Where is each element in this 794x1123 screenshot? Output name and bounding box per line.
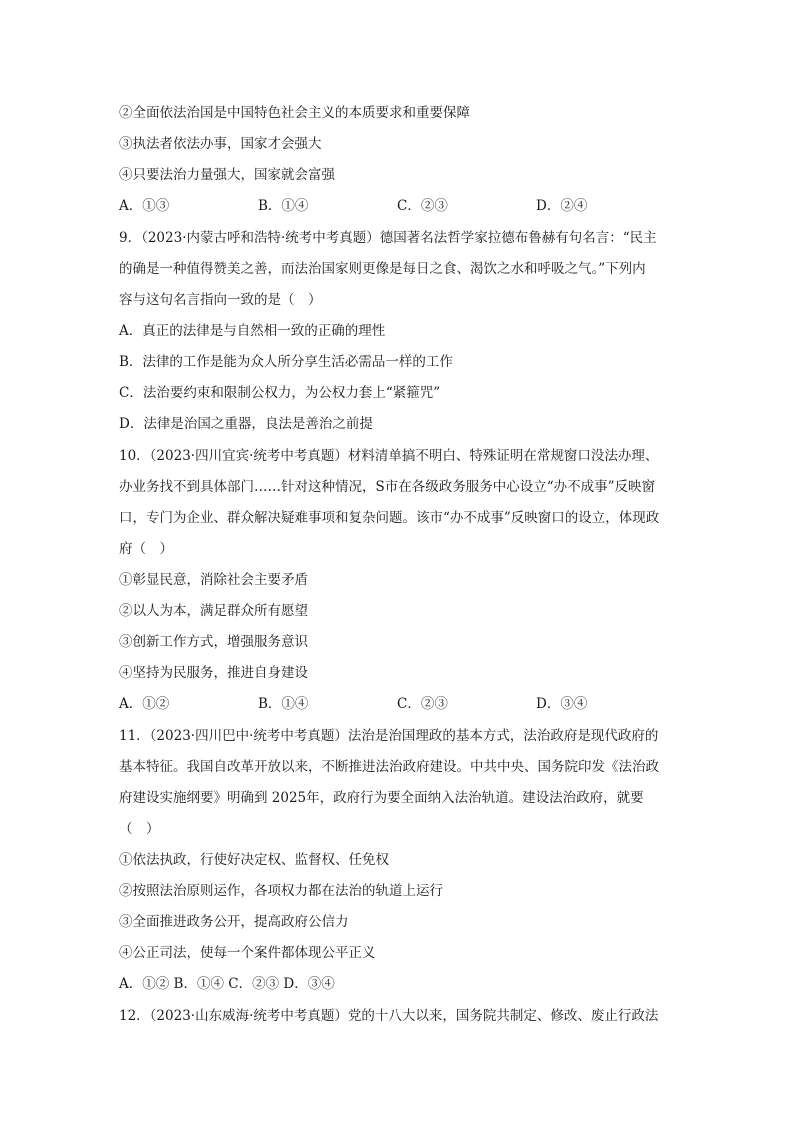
- q9-stem-line-2: 的确是一种值得赞美之善，而法治国家则更像是每日之食、渴饮之水和呼吸之气。”下列内: [119, 261, 646, 277]
- q11-statement-4: ④公正司法，使每一个案件都体现公平正义: [119, 945, 376, 961]
- q11-stem-line-2: 基本特征。我国自改革开放以来，不断推进法治政府建设。中共中央、国务院印发《法治政: [119, 759, 659, 775]
- q10-statement-4: ④坚持为民服务，推进自身建设: [119, 665, 308, 681]
- q8-option-d: D．②④: [536, 198, 588, 214]
- q11-statement-3: ③全面推进政务公开，提高政府公信力: [119, 914, 349, 930]
- q8-statement-2: ②全面依法治国是中国特色社会主义的本质要求和重要保障: [119, 105, 470, 121]
- q10-stem-line-2: 办业务找不到具体部门……针对这种情况，S市在各级政务服务中心设立“办不成事”反映窗: [119, 479, 656, 495]
- q10-option-b: B．①④: [258, 696, 309, 712]
- q10-stem-line-1: 10．（2023·四川宜宾·统考中考真题）材料清单搞不明白、特殊证明在常规窗口没法办理、: [119, 448, 659, 464]
- q10-option-a: A．①②: [119, 696, 170, 712]
- q11-statement-1: ①依法执政，行使好决定权、监督权、任免权: [119, 852, 389, 868]
- q8-option-b: B．①④: [258, 198, 309, 214]
- q11-options: A．①② B．①④ C．②③ D．③④: [119, 976, 335, 992]
- q10-stem-line-3: 口，专门为企业、群众解决疑难事项和复杂问题。该市“办不成事”反映窗口的设立，体现政: [119, 510, 660, 526]
- q9-option-b: B．法律的工作是能为众人所分享生活必需品一样的工作: [119, 354, 453, 370]
- q11-stem-line-1: 11．（2023·四川巴中·统考中考真题）法治是治国理政的基本方式，法治政府是现代政府的: [119, 728, 659, 744]
- q9-option-c: C．法治要约束和限制公权力，为公权力套上“紧箍咒”: [119, 385, 441, 401]
- q10-option-c: C．②③: [397, 696, 448, 712]
- q9-stem-line-1: 9．（2023·内蒙古呼和浩特·统考中考真题）德国著名法哲学家拉德布鲁赫有句名言：“民主: [119, 230, 657, 246]
- q9-option-a: A．真正的法律是与自然相一致的正确的理性: [119, 323, 386, 339]
- q11-stem-line-3: 府建设实施纲要》明确到 2025年，政府行为要全面纳入法治轨道。建设法治政府，就要: [119, 790, 644, 806]
- q8-option-c: C．②③: [397, 198, 448, 214]
- q10-option-d: D．③④: [536, 696, 588, 712]
- q10-statement-1: ①彰显民意，消除社会主要矛盾: [119, 572, 308, 588]
- q9-option-d: D．法律是治国之重器，良法是善治之前提: [119, 416, 373, 432]
- q8-statement-3: ③执法者依法办事，国家才会强大: [119, 136, 322, 152]
- q11-statement-2: ②按照法治原则运作，各项权力都在法治的轨道上运行: [119, 883, 443, 899]
- q10-statement-2: ②以人为本，满足群众所有愿望: [119, 603, 308, 619]
- q8-option-a: A．①③: [119, 198, 170, 214]
- q10-stem-line-4: 府（ ）: [119, 541, 173, 557]
- q11-stem-line-4: （ ）: [119, 821, 160, 837]
- q8-statement-4: ④只要法治力量强大，国家就会富强: [119, 167, 335, 183]
- q9-stem-line-3: 容与这句名言指向一致的是（ ）: [119, 292, 322, 308]
- q12-stem-line-1: 12．（2023·山东威海·统考中考真题）党的十八大以来，国务院共制定、修改、废止行政法: [119, 1008, 659, 1024]
- q10-statement-3: ③创新工作方式，增强服务意识: [119, 634, 308, 650]
